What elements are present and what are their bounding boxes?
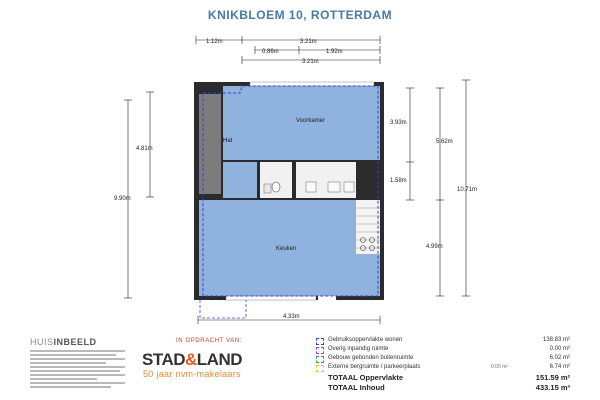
dim-second-left: 0.86m (262, 49, 279, 55)
legend-label: Overig inpandig ruimte (328, 346, 389, 352)
dim-right-voorkamer: 3.93m (390, 120, 407, 126)
total-volume-label: TOTAAL Inhoud (328, 383, 385, 392)
total-volume-value: 433.15 m³ (535, 383, 570, 392)
legend-swatch (316, 356, 324, 363)
total-area-row (316, 373, 576, 383)
stadenland-logo (142, 350, 242, 370)
legend-row (316, 346, 576, 355)
kitchen-unit (296, 162, 356, 198)
logo-right: LAND (196, 350, 243, 369)
commission-label: IN OPDRACHT VAN: (176, 338, 243, 344)
legend-label: Gebruiksoppervlakte wonen (328, 337, 403, 343)
legend-swatch (316, 338, 324, 345)
legend-row (316, 364, 576, 373)
dim-right-middle: 1.58m (390, 178, 407, 184)
area-legend (316, 337, 576, 393)
room-label-keuken: Keuken (276, 246, 297, 252)
legend-value: 6.74 m² (549, 364, 570, 370)
brand-name-bold: INBEELD (53, 337, 97, 347)
brand-disclaimer (30, 350, 125, 394)
legend-value: 6.02 m² (549, 355, 570, 361)
dim-second-right: 1.92m (326, 49, 343, 55)
dim-right-keuken: 4.99m (426, 244, 443, 250)
legend-value: 138.83 m² (542, 337, 570, 343)
total-area-value: 151.59 m² (535, 373, 570, 382)
dim-bottom: 4.33m (283, 314, 300, 320)
room-hal (199, 94, 221, 194)
room-label-voorkamer: Voorkamer (296, 118, 326, 124)
legend-swatch (316, 347, 324, 354)
dim-right-full: 10.71m (457, 187, 478, 193)
logo-amp: & (185, 350, 197, 369)
legend-extra: 0.00 m² (491, 364, 508, 370)
dim-top-left: 1.12m (206, 39, 223, 45)
logo-left: STAD (142, 350, 186, 369)
top-dimensions (196, 36, 380, 64)
sink-icon (306, 182, 316, 192)
legend-row (316, 355, 576, 364)
legend-swatch (316, 365, 324, 372)
dim-top-right: 3.21m (300, 39, 317, 45)
room-label-hal: Hal (223, 138, 233, 144)
toilet-icon (272, 182, 280, 192)
legend-label: Gebouw gebonden buitenruimte (328, 355, 414, 361)
legend-row (316, 337, 576, 346)
dim-right-a: 5.62m (436, 139, 453, 145)
dim-left-full: 9.90m (114, 196, 131, 202)
brand-name-light: HUIS (30, 337, 54, 347)
dim-third: 3.21m (302, 59, 319, 65)
brand-logo (30, 337, 97, 347)
total-area-label: TOTAAL Oppervlakte (328, 373, 404, 382)
dim-left-upper: 4.81m (136, 146, 153, 152)
legend-value: 0.00 m² (549, 346, 570, 352)
left-dimensions (124, 92, 154, 298)
total-volume-row (316, 383, 576, 393)
page-title: KNIKBLOEM 10, ROTTERDAM (207, 8, 393, 22)
legend-label: Externe bergruimte / parkeerplaats (328, 364, 421, 370)
logo-tagline: 50 jaar nvm-makelaars (143, 369, 241, 379)
rooms (194, 82, 384, 318)
